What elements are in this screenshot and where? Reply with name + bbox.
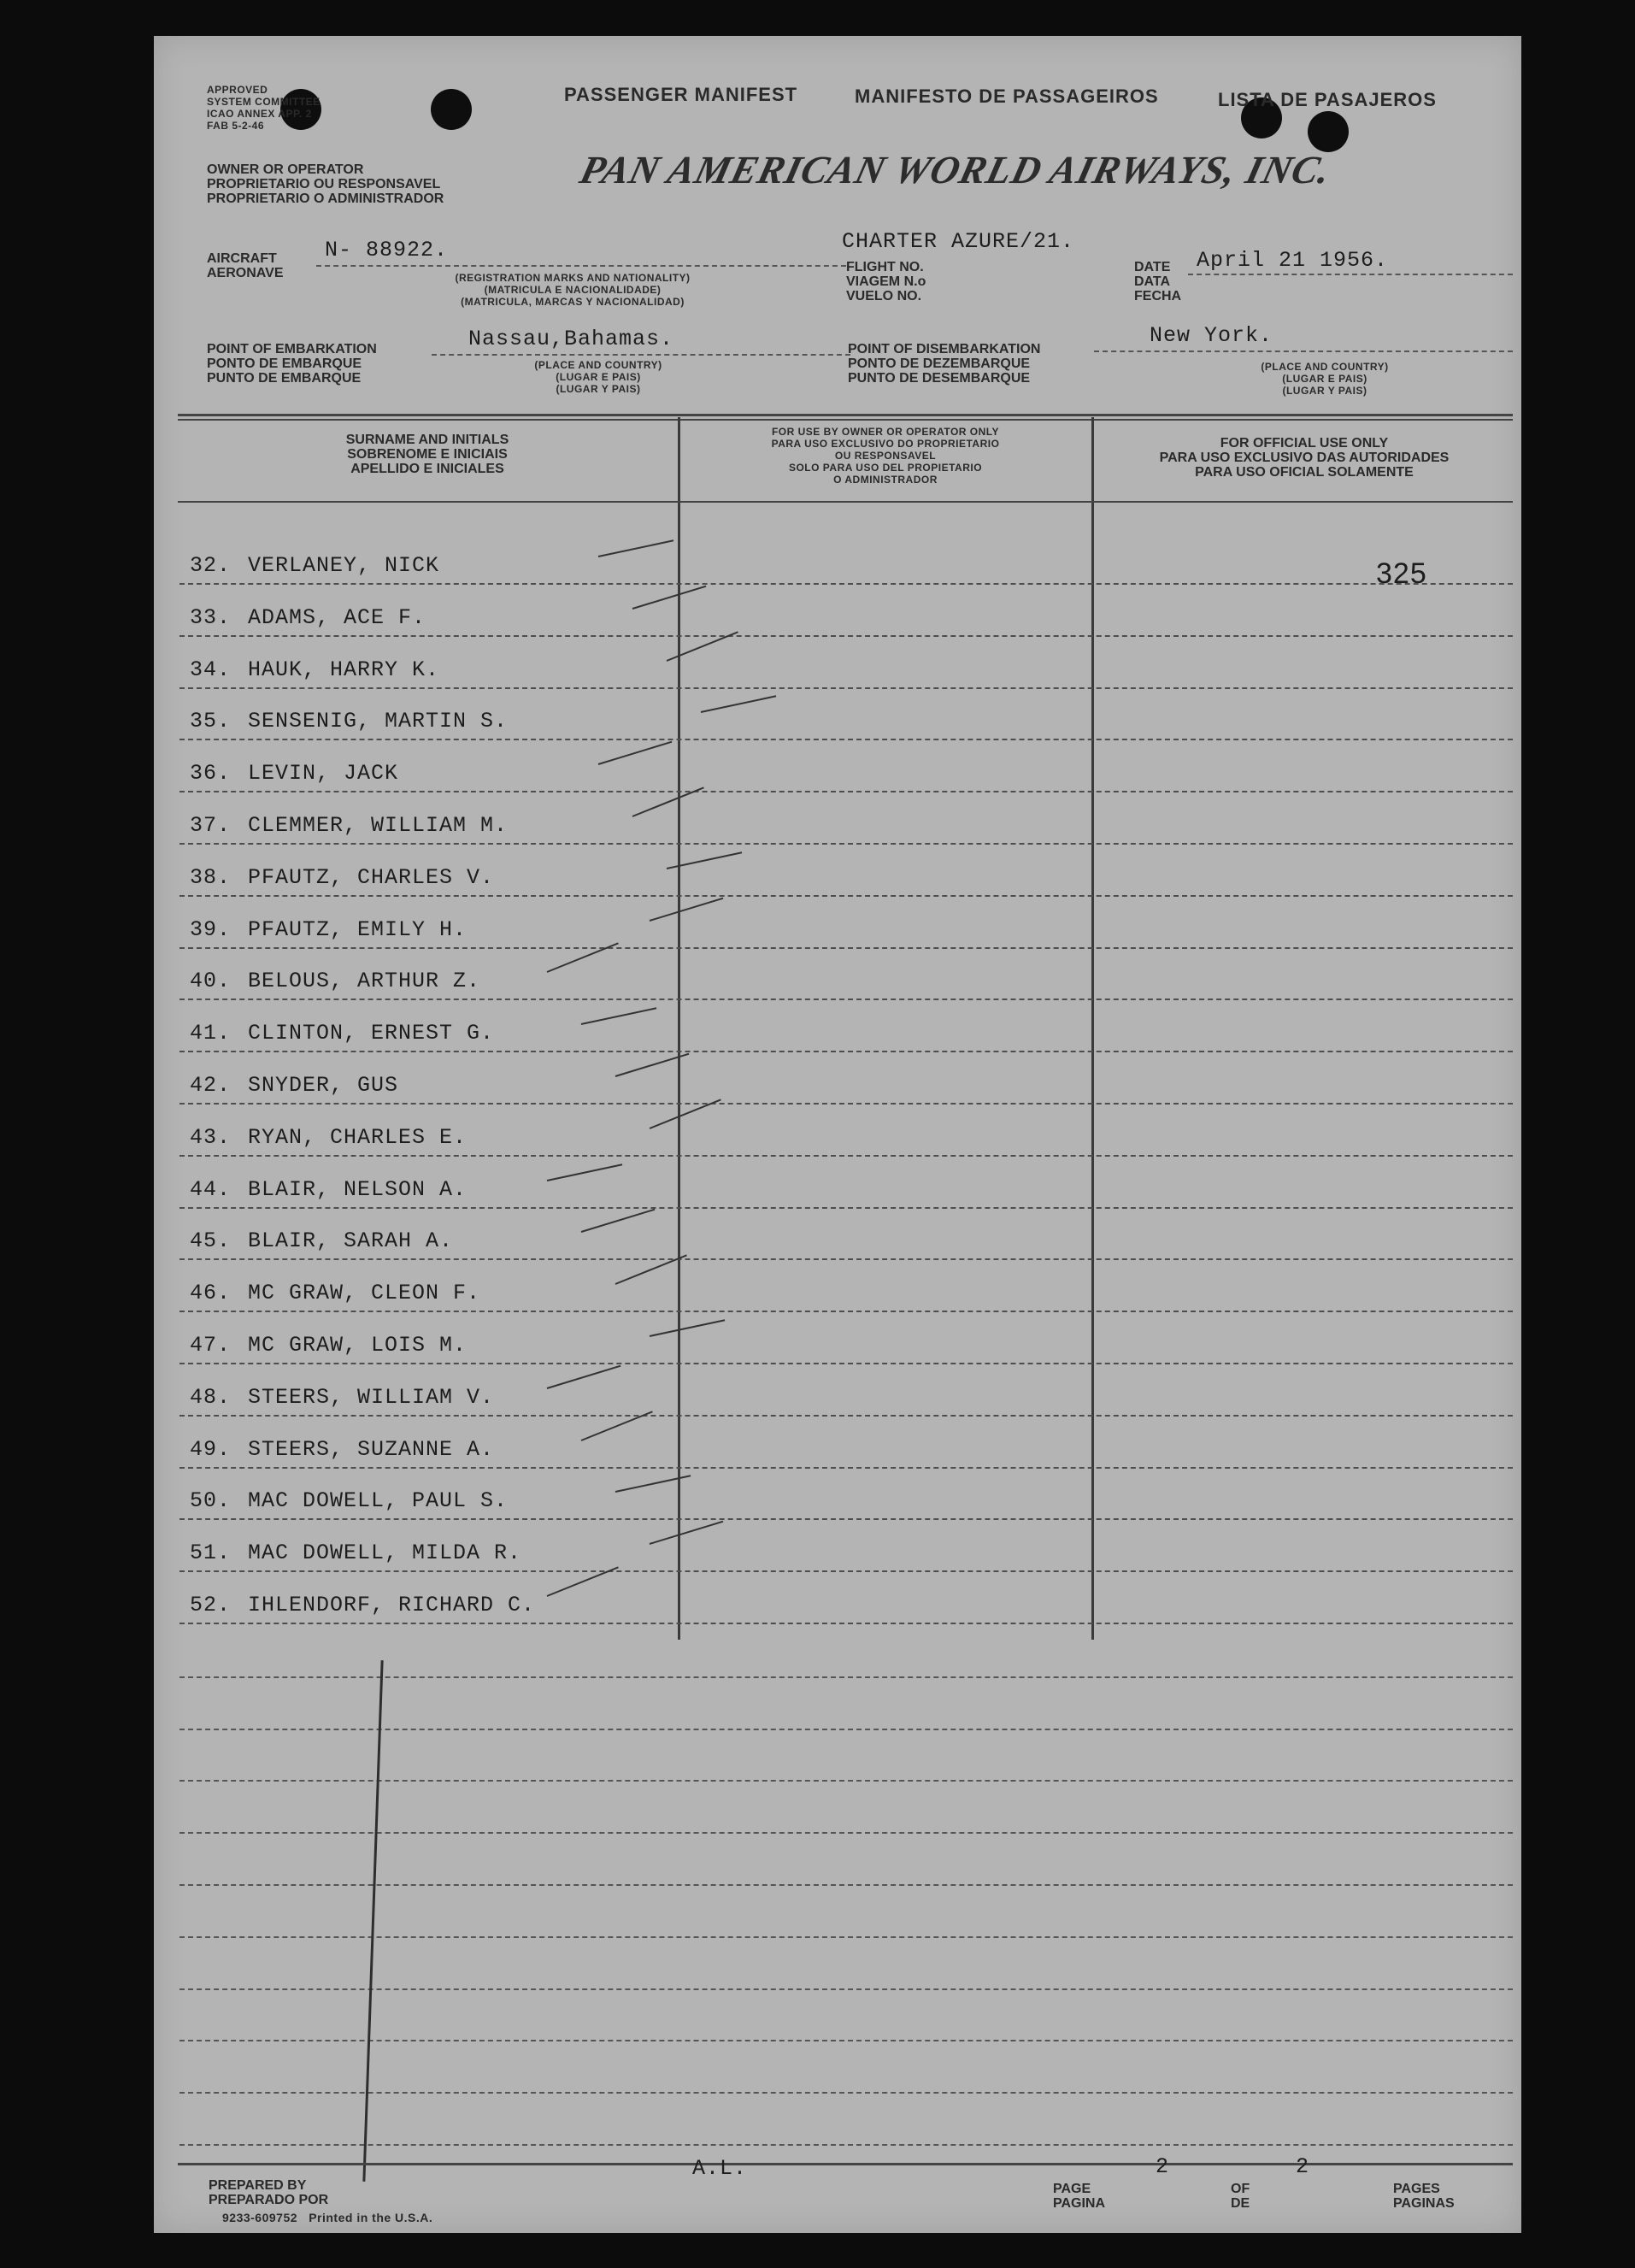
passenger-name: STEERS, SUZANNE A.	[248, 1436, 495, 1462]
list-item	[179, 1365, 1513, 1417]
form-number	[222, 2212, 432, 2224]
total-pages: 2	[1296, 2154, 1310, 2179]
punch-hole	[1308, 111, 1349, 152]
of-label-es: DE	[1231, 2196, 1250, 2211]
disembarkation-caption-pt: (LUGAR E PAIS)	[1282, 373, 1367, 385]
passenger-name: MC GRAW, CLEON F.	[248, 1281, 481, 1306]
passenger-number: 43.	[189, 1124, 231, 1150]
list-item	[179, 689, 1513, 740]
passenger-number: 39.	[189, 916, 231, 942]
column-header-line: FOR OFFICIAL USE ONLY	[1220, 436, 1389, 451]
passenger-name: SENSENIG, MARTIN S.	[248, 709, 509, 734]
registration-caption-es: (MATRICULA, MARCAS Y NACIONALIDAD)	[461, 296, 685, 308]
disembarkation-line	[1094, 351, 1513, 352]
passenger-name: LEVIN, JACK	[248, 761, 399, 786]
row-rule	[179, 1518, 1513, 1520]
form-number-value: 9233-609752	[222, 2211, 298, 2224]
passenger-name: CLINTON, ERNEST G.	[248, 1021, 495, 1046]
embarkation-caption-en: (PLACE AND COUNTRY)	[534, 359, 662, 371]
passenger-name: BLAIR, NELSON A.	[248, 1176, 468, 1202]
row-rule	[179, 843, 1513, 845]
column-header-official-use	[1096, 436, 1513, 480]
approval-line: APPROVED	[207, 84, 268, 96]
list-item	[179, 1209, 1513, 1260]
row-rule	[179, 999, 1513, 1000]
passenger-number: 33.	[189, 604, 231, 630]
row-rule	[179, 895, 1513, 897]
date-label-en: DATE	[1134, 260, 1171, 274]
passenger-number: 32.	[189, 553, 231, 578]
list-item	[179, 845, 1513, 897]
passenger-number: 38.	[189, 864, 231, 890]
row-rule	[179, 1415, 1513, 1417]
row-rule	[179, 739, 1513, 740]
passenger-name: PFAUTZ, CHARLES V.	[248, 864, 495, 890]
check-mark	[701, 696, 776, 714]
check-mark	[615, 1476, 691, 1493]
blank-row-rule	[179, 2144, 1513, 2146]
official-number: 325	[1376, 557, 1427, 590]
approval-line: ICAO ANNEX APP. 2	[207, 108, 312, 120]
row-rule	[179, 1623, 1513, 1624]
passenger-number: 35.	[189, 709, 231, 734]
passenger-number: 36.	[189, 761, 231, 786]
row-rule	[179, 1051, 1513, 1052]
registration-caption	[393, 272, 752, 308]
embarkation-label-pt: PONTO DE EMBARQUE	[207, 356, 362, 371]
column-header-line: PARA USO OFICIAL SOLAMENTE	[1195, 465, 1414, 480]
list-item	[179, 949, 1513, 1000]
owner-label-es: PROPRIETARIO O ADMINISTRADOR	[207, 191, 444, 206]
check-mark	[598, 539, 673, 557]
list-item	[179, 1261, 1513, 1312]
printed-note: Printed in the U.S.A.	[309, 2211, 433, 2224]
disembarkation-label-pt: PONTO DE DEZEMBARQUE	[848, 356, 1031, 371]
row-rule	[179, 791, 1513, 792]
of-label	[1231, 2182, 1250, 2211]
disembarkation-caption-en: (PLACE AND COUNTRY)	[1261, 361, 1389, 373]
blank-row-rule	[179, 2040, 1513, 2041]
page-label-en: PAGE	[1053, 2182, 1091, 2196]
column-header-line: SURNAME AND INITIALS	[345, 433, 509, 447]
owner-label	[207, 162, 444, 206]
check-mark	[667, 851, 742, 869]
page-label-es: PAGINA	[1053, 2196, 1106, 2211]
disembarkation-label-es: PUNTO DE DESEMBARQUE	[848, 371, 1031, 386]
preparer-initials: A.L.	[692, 2156, 748, 2181]
blank-row-rule	[179, 1884, 1513, 1886]
aircraft-line	[316, 265, 846, 267]
page-number: 2	[1156, 2154, 1170, 2179]
check-mark	[650, 1521, 724, 1545]
list-item	[179, 586, 1513, 637]
aircraft-registration: N- 88922.	[325, 238, 449, 262]
table-header-rule	[178, 501, 1513, 503]
company-name: PAN AMERICAN WORLD AIRWAYS, INC.	[575, 148, 1336, 191]
passenger-number: 50.	[189, 1488, 231, 1514]
passenger-name: IHLENDORF, RICHARD C.	[248, 1593, 536, 1617]
row-rule	[179, 1155, 1513, 1157]
check-mark	[547, 1163, 622, 1181]
passenger-number: 48.	[189, 1384, 231, 1410]
passenger-name: VERLANEY, NICK	[248, 553, 440, 578]
check-mark	[581, 1209, 656, 1233]
footer-rule	[178, 2163, 1513, 2165]
flight-number: CHARTER AZURE/21.	[842, 229, 1075, 254]
check-mark	[547, 1365, 621, 1389]
flight-label	[846, 260, 926, 303]
passenger-name: HAUK, HARRY K.	[248, 657, 440, 682]
list-item	[179, 638, 1513, 689]
passenger-number: 44.	[189, 1176, 231, 1202]
passenger-number: 47.	[189, 1333, 231, 1358]
blank-row-rule	[179, 1988, 1513, 1990]
owner-label-pt: PROPRIETARIO OU RESPONSAVEL	[207, 177, 441, 191]
passenger-name: SNYDER, GUS	[248, 1073, 399, 1098]
pages-label-es: PAGINAS	[1393, 2196, 1455, 2211]
aircraft-label-en: AIRCRAFT	[207, 251, 277, 266]
date-label-pt: DATA	[1134, 274, 1171, 289]
passenger-name: CLEMMER, WILLIAM M.	[248, 813, 509, 838]
heading-pt: MANIFESTO DE PASSAGEIROS	[855, 85, 1159, 107]
blank-row-rule	[179, 1780, 1513, 1782]
row-rule	[179, 1207, 1513, 1209]
date-label	[1134, 260, 1181, 303]
column-header-line: O ADMINISTRADOR	[833, 474, 938, 486]
pen-stroke	[362, 1660, 383, 2182]
heading-es: LISTA DE PASAJEROS	[1218, 89, 1437, 110]
check-mark	[650, 1319, 725, 1337]
check-mark	[632, 586, 707, 610]
passenger-number: 41.	[189, 1021, 231, 1046]
of-label-en: OF	[1231, 2182, 1250, 2196]
aircraft-label-es: AERONAVE	[207, 266, 284, 280]
embarkation-caption	[513, 359, 684, 395]
list-item	[179, 1417, 1513, 1469]
passenger-name: MAC DOWELL, MILDA R.	[248, 1540, 522, 1566]
passenger-number: 42.	[189, 1073, 231, 1098]
flight-label-pt: VIAGEM N.o	[846, 274, 926, 289]
list-item	[179, 1001, 1513, 1052]
registration-caption-en: (REGISTRATION MARKS AND NATIONALITY)	[455, 272, 691, 284]
punch-hole	[431, 89, 472, 130]
aircraft-label	[207, 251, 284, 280]
disembarkation-caption-es: (LUGAR Y PAIS)	[1282, 385, 1367, 397]
disembarkation-value: New York.	[1150, 323, 1273, 348]
pages-label	[1393, 2182, 1455, 2211]
row-rule	[179, 1258, 1513, 1260]
column-header-line: APELLIDO E INICIALES	[350, 462, 504, 476]
approval-line: SYSTEM COMMITTEE	[207, 96, 321, 108]
disembarkation-caption	[1239, 361, 1410, 397]
passenger-number: 51.	[189, 1540, 231, 1566]
passenger-number: 45.	[189, 1228, 231, 1254]
list-item	[179, 1053, 1513, 1105]
column-header-owner-use	[682, 426, 1089, 486]
date-value: April 21 1956.	[1197, 248, 1389, 273]
row-rule	[179, 635, 1513, 637]
passenger-number: 49.	[189, 1436, 231, 1462]
passenger-name: MAC DOWELL, PAUL S.	[248, 1488, 509, 1514]
approval-line: FAB 5-2-46	[207, 120, 265, 132]
blank-row-rule	[179, 1936, 1513, 1938]
column-header-line: SOBRENOME E INICIAIS	[347, 447, 508, 462]
row-rule	[179, 1311, 1513, 1312]
check-mark	[615, 1053, 690, 1077]
passenger-number: 34.	[189, 657, 231, 682]
check-mark	[598, 741, 673, 765]
embarkation-label-es: PUNTO DE EMBARQUE	[207, 371, 362, 386]
prepared-by-label	[209, 2178, 328, 2207]
passenger-number: 40.	[189, 969, 231, 994]
passenger-name: MC GRAW, LOIS M.	[248, 1333, 468, 1358]
passenger-number: 52.	[189, 1593, 231, 1617]
passenger-number: 46.	[189, 1281, 231, 1306]
table-top-rule	[178, 414, 1513, 416]
embarkation-value: Nassau,Bahamas.	[468, 327, 674, 351]
passenger-name: PFAUTZ, EMILY H.	[248, 916, 468, 942]
column-header-line: PARA USO EXCLUSIVO DAS AUTORIDADES	[1159, 451, 1450, 465]
embarkation-line	[432, 354, 850, 356]
passenger-name: BELOUS, ARTHUR Z.	[248, 969, 481, 994]
row-rule	[179, 583, 1513, 585]
passenger-name: ADAMS, ACE F.	[248, 604, 426, 630]
pages-label-en: PAGES	[1393, 2182, 1440, 2196]
list-item	[179, 533, 1513, 585]
blank-row-rule	[179, 1832, 1513, 1834]
passenger-name: STEERS, WILLIAM V.	[248, 1384, 495, 1410]
embarkation-label	[207, 342, 377, 386]
column-header-line: OU RESPONSAVEL	[834, 450, 937, 462]
list-item	[179, 898, 1513, 949]
column-header-line: FOR USE BY OWNER OR OPERATOR ONLY	[771, 426, 1000, 438]
column-header-surname	[188, 433, 667, 476]
flight-label-en: FLIGHT NO.	[846, 260, 924, 274]
approval-block	[207, 84, 321, 132]
row-rule	[179, 687, 1513, 689]
check-mark	[650, 897, 724, 921]
date-line	[1188, 274, 1513, 275]
list-item	[179, 1105, 1513, 1157]
passenger-number: 37.	[189, 813, 231, 838]
column-header-line: PARA USO EXCLUSIVO DO PROPRIETARIO	[771, 438, 1000, 450]
embarkation-label-en: POINT OF EMBARKATION	[207, 342, 377, 356]
blank-row-rule	[179, 2092, 1513, 2094]
disembarkation-label-en: POINT OF DISEMBARKATION	[848, 342, 1041, 356]
date-label-es: FECHA	[1134, 289, 1182, 303]
row-rule	[179, 1467, 1513, 1469]
prepared-by-en: PREPARED BY	[209, 2178, 307, 2193]
heading-en: PASSENGER MANIFEST	[564, 84, 798, 105]
disembarkation-label	[848, 342, 1040, 386]
row-rule	[179, 1363, 1513, 1364]
flight-label-es: VUELO NO.	[846, 289, 922, 303]
passenger-name: RYAN, CHARLES E.	[248, 1124, 468, 1150]
list-item	[179, 741, 1513, 792]
passenger-name: BLAIR, SARAH A.	[248, 1228, 454, 1254]
list-item	[179, 1573, 1513, 1624]
list-item	[179, 793, 1513, 845]
list-item	[179, 1313, 1513, 1364]
row-rule	[179, 1103, 1513, 1105]
registration-caption-pt: (MATRICULA E NACIONALIDADE)	[484, 284, 662, 296]
embarkation-caption-pt: (LUGAR E PAIS)	[556, 371, 641, 383]
embarkation-caption-es: (LUGAR Y PAIS)	[556, 383, 641, 395]
owner-label-en: OWNER OR OPERATOR	[207, 162, 364, 177]
list-item	[179, 1521, 1513, 1572]
manifest-sheet	[154, 36, 1521, 2233]
list-item	[179, 1158, 1513, 1209]
prepared-by-es: PREPARADO POR	[209, 2193, 329, 2207]
page-label	[1053, 2182, 1105, 2211]
column-header-line: SOLO PARA USO DEL PROPIETARIO	[788, 462, 983, 474]
check-mark	[581, 1007, 656, 1025]
row-rule	[179, 1570, 1513, 1572]
row-rule	[179, 947, 1513, 949]
list-item	[179, 1469, 1513, 1520]
table-top-rule	[178, 419, 1513, 421]
